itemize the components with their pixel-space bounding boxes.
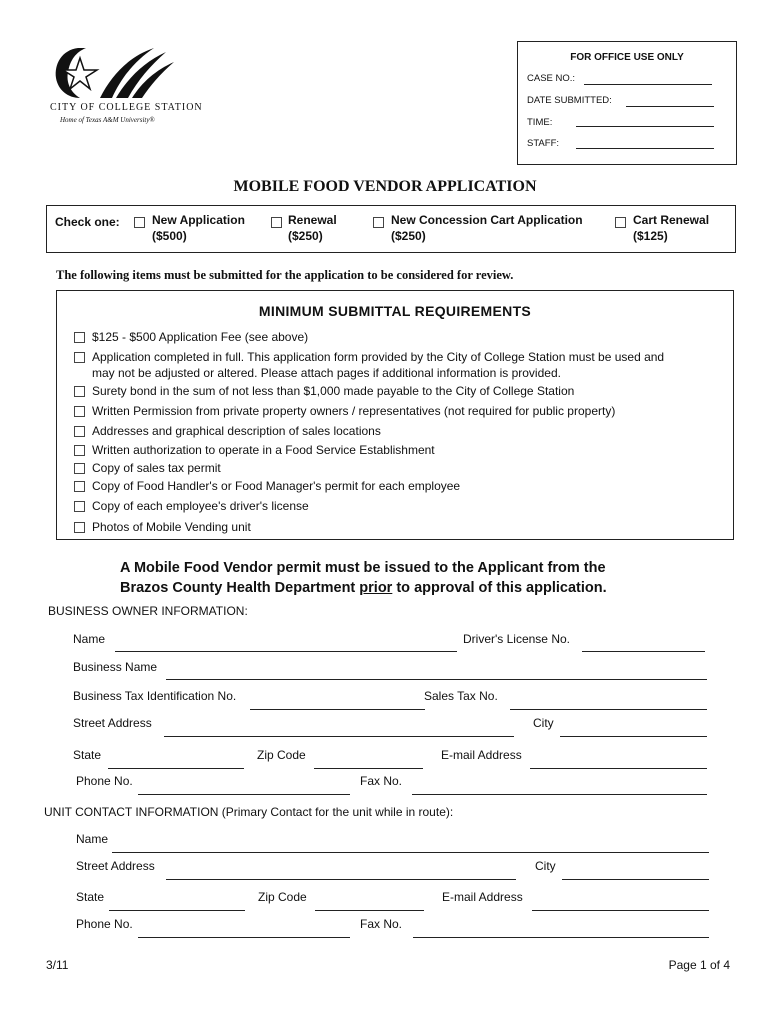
requirement-text: Application completed in full. This application form provided by the City of College Station must be used and — [92, 350, 665, 364]
requirements-heading: MINIMUM SUBMITTAL REQUIREMENTS — [258, 303, 532, 319]
unit-street-label: Street Address — [76, 859, 155, 873]
unit-name-field[interactable] — [112, 852, 709, 853]
unit-street-field[interactable] — [166, 879, 516, 880]
star-swoosh-icon — [50, 44, 180, 100]
requirement-checkbox[interactable] — [74, 463, 85, 474]
page-number: Page 1 of 4 — [668, 958, 730, 972]
owner-phone-field[interactable] — [138, 794, 350, 795]
staff-field[interactable] — [576, 148, 714, 149]
drivers-license-label: Driver's License No. — [463, 632, 570, 646]
application-type-row — [46, 205, 736, 253]
requirement-checkbox[interactable] — [74, 445, 85, 456]
requirement-text: Surety bond in the sum of not less than $1,000 made payable to the City of College Station — [92, 384, 575, 398]
owner-zip-label: Zip Code — [257, 748, 306, 762]
requirement-checkbox[interactable] — [74, 406, 85, 417]
requirement-text: Written authorization to operate in a Food Service Establishment — [92, 443, 435, 457]
renewal-checkbox[interactable] — [271, 217, 282, 228]
unit-state-field[interactable] — [109, 910, 245, 911]
date-submitted-label: DATE SUBMITTED: — [527, 95, 612, 106]
form-title: MOBILE FOOD VENDOR APPLICATION — [233, 178, 537, 195]
owner-fax-label: Fax No. — [360, 774, 403, 788]
unit-phone-field[interactable] — [138, 937, 350, 938]
notice-line-2 — [120, 578, 607, 598]
date-submitted-field[interactable] — [626, 106, 714, 107]
time-label: TIME: — [527, 117, 553, 128]
requirements-box — [56, 290, 734, 540]
tax-id-label: Business Tax Identification No. — [73, 689, 237, 703]
requirement-text: Written Permission from private property owners / representatives (not required for public property) — [92, 404, 616, 418]
requirement-text: Addresses and graphical description of sales locations — [92, 424, 381, 438]
owner-street-field[interactable] — [164, 736, 514, 737]
owner-street-label: Street Address — [73, 716, 152, 730]
business-owner-heading: BUSINESS OWNER INFORMATION: — [48, 604, 248, 618]
requirement-checkbox[interactable] — [74, 352, 85, 363]
owner-name-label: Name — [73, 632, 106, 646]
requirement-text: $125 - $500 Application Fee (see above) — [92, 330, 309, 344]
unit-city-label: City — [535, 859, 556, 873]
new-application-checkbox[interactable] — [134, 217, 145, 228]
unit-zip-label: Zip Code — [258, 890, 307, 904]
city-tagline: Home of Texas A&M University® — [60, 116, 155, 124]
new-application-label: New Application — [152, 213, 245, 227]
unit-fax-label: Fax No. — [360, 917, 403, 931]
cart-renewal-checkbox[interactable] — [615, 217, 626, 228]
check-one-label: Check one: — [55, 215, 120, 229]
new-application-fee: ($500) — [152, 229, 187, 243]
new-concession-cart-label: New Concession Cart Application — [391, 213, 583, 227]
sales-tax-label: Sales Tax No. — [424, 689, 498, 703]
case-no-label: CASE NO.: — [527, 73, 576, 84]
sales-tax-field[interactable] — [510, 709, 707, 710]
cart-renewal-label: Cart Renewal — [633, 213, 710, 227]
business-name-label: Business Name — [73, 660, 158, 674]
requirement-checkbox[interactable] — [74, 386, 85, 397]
office-use-title: FOR OFFICE USE ONLY — [570, 52, 684, 63]
owner-city-label: City — [533, 716, 554, 730]
intro-text: The following items must be submitted for the application to be considered for review. — [56, 268, 514, 282]
unit-email-field[interactable] — [532, 910, 709, 911]
case-no-field[interactable] — [584, 84, 712, 85]
city-logo — [46, 44, 203, 134]
notice-prior-emphasis: prior — [359, 580, 393, 596]
staff-label: STAFF: — [527, 138, 560, 149]
requirement-text-cont: may not be adjusted or altered. Please attach pages if additional information is provided. — [92, 366, 561, 380]
notice-line-2-start: Brazos County Health Department — [120, 580, 360, 596]
owner-name-field[interactable] — [115, 651, 457, 652]
requirement-text: Copy of sales tax permit — [92, 461, 221, 475]
new-concession-cart-checkbox[interactable] — [373, 217, 384, 228]
unit-zip-field[interactable] — [315, 910, 424, 911]
requirement-checkbox[interactable] — [74, 481, 85, 492]
owner-email-label: E-mail Address — [441, 748, 522, 762]
requirement-text: Copy of Food Handler's or Food Manager's permit for each employee — [92, 479, 461, 493]
requirement-checkbox[interactable] — [74, 426, 85, 437]
renewal-fee: ($250) — [288, 229, 323, 243]
unit-email-label: E-mail Address — [442, 890, 523, 904]
unit-contact-heading: UNIT CONTACT INFORMATION (Primary Contact for the unit while in route): — [44, 805, 454, 819]
owner-zip-field[interactable] — [314, 768, 423, 769]
requirement-checkbox[interactable] — [74, 332, 85, 343]
new-concession-cart-fee: ($250) — [391, 229, 426, 243]
owner-phone-label: Phone No. — [76, 774, 133, 788]
drivers-license-field[interactable] — [582, 651, 705, 652]
time-field[interactable] — [576, 126, 714, 127]
office-use-box — [517, 41, 737, 165]
owner-email-field[interactable] — [530, 768, 707, 769]
tax-id-field[interactable] — [250, 709, 425, 710]
owner-fax-field[interactable] — [412, 794, 707, 795]
unit-fax-field[interactable] — [413, 937, 709, 938]
business-name-field[interactable] — [166, 679, 707, 680]
permit-notice — [120, 558, 607, 598]
revision-date: 3/11 — [46, 958, 69, 972]
notice-line-2-end: to approval of this application. — [392, 580, 607, 596]
requirement-text: Photos of Mobile Vending unit — [92, 520, 251, 534]
notice-line-1: A Mobile Food Vendor permit must be issued to the Applicant from the — [120, 560, 606, 576]
unit-name-label: Name — [76, 832, 109, 846]
requirement-checkbox[interactable] — [74, 522, 85, 533]
unit-state-label: State — [76, 890, 105, 904]
cart-renewal-fee: ($125) — [633, 229, 668, 243]
requirement-checkbox[interactable] — [74, 501, 85, 512]
unit-city-field[interactable] — [562, 879, 709, 880]
requirement-text: Copy of each employee's driver's license — [92, 499, 309, 513]
owner-state-label: State — [73, 748, 102, 762]
city-name: CITY OF COLLEGE STATION — [50, 102, 203, 113]
owner-city-field[interactable] — [560, 736, 707, 737]
unit-phone-label: Phone No. — [76, 917, 133, 931]
renewal-label: Renewal — [288, 213, 337, 227]
owner-state-field[interactable] — [108, 768, 244, 769]
